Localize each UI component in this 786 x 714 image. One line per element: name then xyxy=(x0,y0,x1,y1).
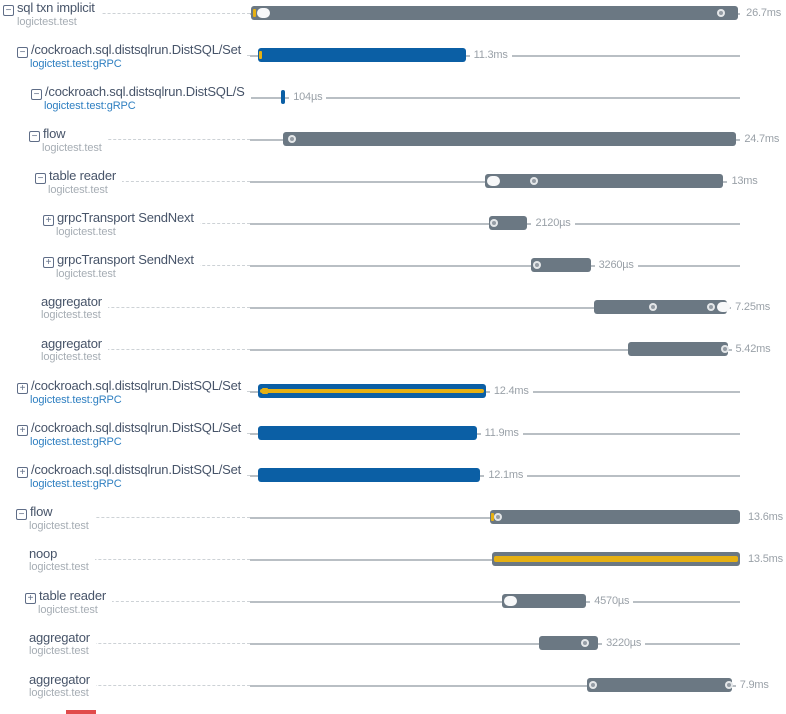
event-dot-marker xyxy=(649,303,657,311)
event-dot-marker xyxy=(589,681,597,689)
event-dot-center xyxy=(591,683,595,687)
clipped-red-badge xyxy=(66,710,96,714)
event-pill-marker xyxy=(717,302,730,312)
span-bar[interactable] xyxy=(485,174,724,188)
event-dot-marker xyxy=(530,177,538,185)
trace-span-row[interactable] xyxy=(0,378,786,420)
span-bar[interactable] xyxy=(531,258,591,272)
event-dot-marker xyxy=(721,345,729,353)
span-bar[interactable] xyxy=(628,342,727,356)
event-dot-marker xyxy=(490,219,498,227)
span-duration-label: 24.7ms xyxy=(740,132,783,146)
span-label-block xyxy=(29,673,96,699)
trace-span-row[interactable] xyxy=(0,168,786,210)
span-label-block xyxy=(17,463,247,490)
event-dot-marker xyxy=(707,303,715,311)
span-duration-label: 13.5ms xyxy=(744,552,786,566)
span-label-block xyxy=(31,85,251,112)
span-name: flow xyxy=(43,126,66,141)
span-duration-label: 11.9ms xyxy=(481,426,523,440)
span-bar[interactable] xyxy=(489,216,528,230)
expand-icon[interactable]: + xyxy=(43,215,54,226)
trace-span-row[interactable] xyxy=(0,672,786,714)
span-process-label: logictest.test:gRPC xyxy=(30,394,122,406)
span-name: grpcTransport SendNext xyxy=(57,252,194,267)
span-bar[interactable] xyxy=(283,132,736,146)
expand-icon[interactable]: + xyxy=(17,467,28,478)
event-dot-marker xyxy=(533,261,541,269)
event-dot-center xyxy=(583,641,587,645)
event-pill-marker xyxy=(487,176,500,186)
span-process-label: logictest.test xyxy=(56,268,116,280)
span-name: flow xyxy=(30,504,53,519)
event-pill-marker xyxy=(504,596,517,606)
trace-span-row[interactable] xyxy=(0,294,786,336)
span-bar[interactable] xyxy=(258,468,480,482)
span-bar[interactable] xyxy=(258,48,465,62)
event-dot-center xyxy=(709,305,713,309)
span-bar[interactable] xyxy=(587,678,732,692)
event-dot-marker xyxy=(288,135,296,143)
span-process-label: logictest.test xyxy=(29,687,89,699)
span-label-block xyxy=(29,631,96,657)
collapse-icon[interactable]: − xyxy=(17,47,28,58)
span-label-block xyxy=(17,43,247,70)
event-dot-marker xyxy=(494,513,502,521)
span-label-block xyxy=(25,589,112,616)
span-bar[interactable] xyxy=(502,594,586,608)
span-yellow-stripe xyxy=(260,389,484,393)
span-name: grpcTransport SendNext xyxy=(57,210,194,225)
trace-span-row[interactable] xyxy=(0,462,786,504)
span-yellow-stripe xyxy=(494,556,738,562)
event-dot-center xyxy=(719,11,723,15)
span-duration-label: 12.4ms xyxy=(490,384,533,398)
expand-icon[interactable]: + xyxy=(25,593,36,604)
trace-span-row[interactable] xyxy=(0,210,786,252)
span-bar[interactable] xyxy=(490,510,740,524)
expand-icon[interactable]: + xyxy=(17,383,28,394)
trace-span-row[interactable] xyxy=(0,588,786,630)
span-name: table reader xyxy=(39,588,106,603)
span-bar[interactable] xyxy=(281,90,285,104)
event-dot-center xyxy=(727,683,731,687)
span-bar[interactable] xyxy=(594,300,727,314)
span-name: aggregator xyxy=(29,630,90,645)
span-duration-label: 13ms xyxy=(727,174,761,188)
yellow-tick-marker xyxy=(253,9,256,17)
span-label-block xyxy=(17,421,247,448)
span-process-label: logictest.test xyxy=(42,142,102,154)
trace-span-row[interactable] xyxy=(0,504,786,546)
collapse-icon[interactable]: − xyxy=(16,509,27,520)
span-bar[interactable] xyxy=(539,636,598,650)
trace-span-row[interactable] xyxy=(0,252,786,294)
event-dot-center xyxy=(290,137,294,141)
span-name: aggregator xyxy=(29,672,90,687)
collapse-icon[interactable]: − xyxy=(31,89,42,100)
trace-extent-line xyxy=(250,601,740,603)
collapse-icon[interactable]: − xyxy=(35,173,46,184)
span-name: /cockroach.sql.distsqlrun.DistSQL/Set xyxy=(31,462,242,477)
event-dot-center xyxy=(651,305,655,309)
span-label-block xyxy=(16,505,95,532)
event-dot-marker xyxy=(725,681,733,689)
event-dot-center xyxy=(492,221,496,225)
event-dot-marker xyxy=(717,9,725,17)
trace-span-row[interactable] xyxy=(0,42,786,84)
yellow-square-marker xyxy=(262,388,268,394)
span-label-block xyxy=(43,253,200,280)
span-duration-label: 4570µs xyxy=(590,594,633,608)
span-process-label: logictest.test xyxy=(38,604,98,616)
span-name: noop xyxy=(29,546,58,561)
span-name: table reader xyxy=(49,168,116,183)
span-process-label: logictest.test xyxy=(17,16,77,28)
span-duration-label: 12.1ms xyxy=(484,468,527,482)
span-process-label: logictest.test xyxy=(48,184,108,196)
span-duration-label: 7.25ms xyxy=(731,300,774,314)
span-bar[interactable] xyxy=(251,6,738,20)
span-duration-label: 104µs xyxy=(289,90,326,104)
span-name: aggregator xyxy=(41,294,102,309)
span-label-block xyxy=(41,295,108,321)
event-dot-center xyxy=(496,515,500,519)
span-bar[interactable] xyxy=(492,552,740,566)
trace-span-row[interactable] xyxy=(0,336,786,378)
span-process-label: logictest.test:gRPC xyxy=(30,478,122,490)
span-name: /cockroach.sql.distsqlrun.DistSQL/S xyxy=(45,84,245,99)
span-duration-label: 26.7ms xyxy=(742,6,785,20)
span-name: sql txn implicit xyxy=(17,0,95,15)
span-label-block xyxy=(41,337,108,363)
event-dot-center xyxy=(723,347,727,351)
trace-extent-line xyxy=(250,265,740,267)
collapse-icon[interactable]: − xyxy=(3,5,14,16)
span-name: /cockroach.sql.distsqlrun.DistSQL/Set xyxy=(31,42,242,57)
span-duration-label: 3220µs xyxy=(602,636,645,650)
event-dot-center xyxy=(532,179,536,183)
expand-icon[interactable]: + xyxy=(43,257,54,268)
collapse-icon[interactable]: − xyxy=(29,131,40,142)
span-duration-label: 13.6ms xyxy=(744,510,786,524)
span-bar[interactable] xyxy=(258,426,476,440)
span-process-label: logictest.test xyxy=(41,309,101,321)
trace-extent-line xyxy=(250,643,740,645)
span-duration-label: 3260µs xyxy=(595,258,638,272)
span-process-label: logictest.test xyxy=(29,561,89,573)
span-duration-label: 11.3ms xyxy=(470,48,512,62)
span-name: aggregator xyxy=(41,336,102,351)
trace-span-row[interactable] xyxy=(0,420,786,462)
trace-span-row[interactable] xyxy=(0,0,786,42)
span-bar[interactable] xyxy=(258,384,486,398)
trace-span-row[interactable] xyxy=(0,546,786,588)
span-label-block xyxy=(29,547,95,573)
span-duration-label: 2120µs xyxy=(531,216,574,230)
expand-icon[interactable]: + xyxy=(17,425,28,436)
span-process-label: logictest.test xyxy=(41,351,101,363)
span-duration-label: 7.9ms xyxy=(736,678,773,692)
span-name: /cockroach.sql.distsqlrun.DistSQL/Set xyxy=(31,420,242,435)
event-dot-marker xyxy=(581,639,589,647)
span-label-block xyxy=(35,169,122,196)
yellow-tick-marker xyxy=(259,51,262,59)
span-label-block xyxy=(3,1,101,28)
span-process-label: logictest.test xyxy=(29,520,89,532)
span-process-label: logictest.test:gRPC xyxy=(30,436,122,448)
trace-span-row[interactable] xyxy=(0,630,786,672)
span-label-block xyxy=(17,379,247,406)
span-label-block xyxy=(43,211,200,238)
event-pill-marker xyxy=(257,8,270,18)
trace-span-row[interactable] xyxy=(0,126,786,168)
span-process-label: logictest.test:gRPC xyxy=(44,100,136,112)
span-process-label: logictest.test:gRPC xyxy=(30,58,122,70)
span-duration-label: 5.42ms xyxy=(732,342,775,356)
trace-span-row[interactable] xyxy=(0,84,786,126)
span-label-block xyxy=(29,127,108,154)
event-dot-center xyxy=(535,263,539,267)
span-process-label: logictest.test xyxy=(56,226,116,238)
span-process-label: logictest.test xyxy=(29,645,89,657)
span-name: /cockroach.sql.distsqlrun.DistSQL/Set xyxy=(31,378,242,393)
